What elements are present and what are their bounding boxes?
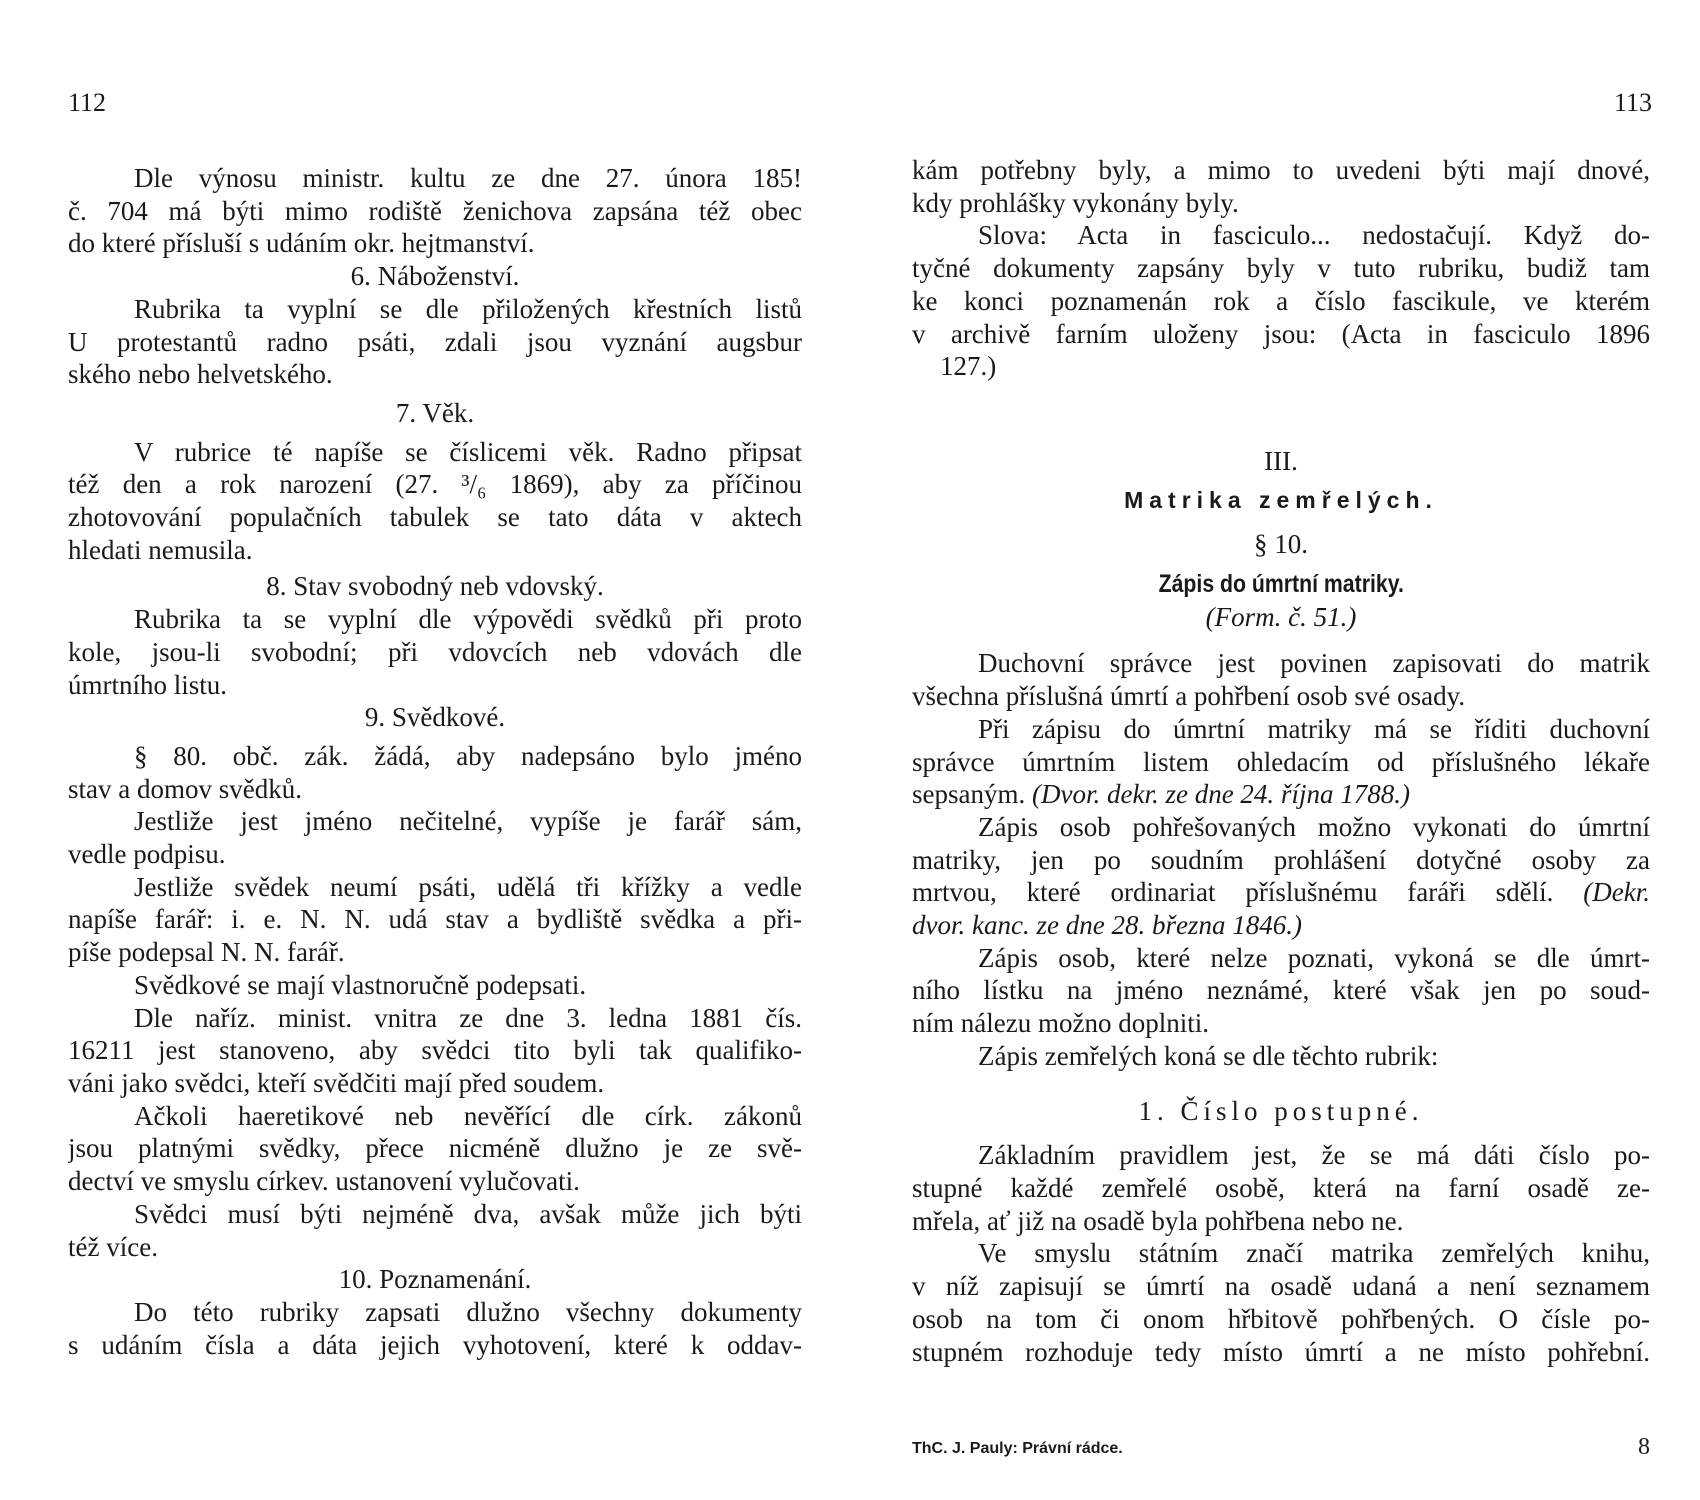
text-line: Do této rubriky zapsati dlužno všechny dokumenty [134,1296,802,1327]
text-line: Zápis zemřelých koná se dle těchto rubrik: [978,1040,1439,1071]
right-page-text [912,154,1650,1368]
text-line: tyčné dokumenty zapsány byly v tuto rubriku, budiž tam [912,253,1650,284]
text-line: s udáním čísla a dáta jejich vyhotovení, které k oddav- [68,1329,802,1360]
right-page-number: 113 [1613,88,1652,117]
text-line: kdy prohlášky vykonány byly. [912,187,1239,218]
text-line: správce úmrtním listem ohledacím od příslušného lékaře [912,746,1650,777]
text-line: Slova: Acta in fasciculo... nedostačují. Když do- [978,220,1650,251]
text-line: Jestliže jest jméno nečitelné, vypíše je farář sám, [134,806,802,837]
section-heading: 8. Stav svobodný neb vdovský. [266,571,604,602]
text-line: též více. [68,1231,158,1262]
text-line: jsou platnými svědky, přece nicméně dlužno je ze svě- [68,1133,802,1164]
section-heading: 7. Věk. [395,397,475,428]
text-line: U protestantů radno psáti, zdali jsou vyznání augsbur [68,326,802,357]
text-line: č. 704 má býti mimo rodiště ženichova zapsána též obec [68,195,802,226]
text-line: Rubrika ta vyplní se dle přiložených křestních listů [134,293,802,324]
section-heading: 1. Číslo postupné. [1138,1095,1424,1126]
text-line: mřela, ať již na osadě byla pohřbena nebo ne. [912,1205,1404,1236]
text-line: Rubrika ta se vyplní dle výpovědi svědků při proto [134,604,802,635]
text-line: též den a rok narození (27. ³/₆ 1869), aby za příčinou [68,469,802,500]
text-line: dvor. kanc. ze dne 28. března 1846.) [912,910,1302,941]
text-line: ke konci poznamenán rok a číslo fascikule, ve kterém [912,285,1650,316]
text-line: v archivě farním uloženy jsou: (Acta in fasciculo 1896 [912,318,1650,349]
text-line: Dle naříz. minist. vnitra ze dne 3. ledna 1881 čís. [134,1002,802,1033]
section-title: Zápis do úmrtní matriky. [1158,570,1404,599]
text-line: zhotovování populačních tabulek se tato dáta v aktech [68,502,802,533]
text-line: do které přísluší s udáním okr. hejtmanství. [68,228,535,259]
text-line: stav a domov svědků. [68,773,302,804]
form-reference: (Form. č. 51.) [1205,601,1357,632]
text-line: dectví ve smyslu církev. ustanovení vylučovati. [68,1166,580,1197]
text-line: ním nálezu možno doplniti. [912,1008,1209,1039]
text-line: Svědci musí býti nejméně dva, avšak může jich býti [134,1198,802,1229]
text-line: Ačkoli haeretikové neb nevěřící dle círk. zákonů [134,1100,802,1131]
text-line: ního lístku na jméno neznámé, které však jen po soud- [912,975,1650,1006]
right-page [850,0,1700,1500]
text-line: Zápis osob pohřešovaných možno vykonati do úmrtní [978,811,1650,842]
text-line: napíše farář: i. e. N. N. udá stav a bydliště svědka a při- [68,904,802,935]
text-line: matriky, jen po soudním prohlášení dotyčné osoby za [912,844,1650,875]
footer-signature: ThC. J. Pauly: Právní rádce. [912,1440,1123,1457]
text-line: Duchovní správce jest povinen zapisovati do matrik [978,648,1650,679]
text-line: 127.) [940,351,997,382]
text-line: mrtvou, které ordinariat příslušnému faráři sdělí. (Dekr. [912,877,1650,908]
section-number: § 10. [1254,529,1308,560]
text-line: kole, jsou-li svobodní; při vdovcích neb vdovách dle [68,636,802,667]
text-line: kám potřebny byly, a mimo to uvedeni býti mají dnové, [912,155,1650,185]
text-line: 16211 jest stanoveno, aby svědci tito byli tak qualifiko- [68,1035,802,1066]
text-line: Ve smyslu státním značí matrika zemřelých knihu, [978,1238,1650,1269]
text-line: Dle výnosu ministr. kultu ze dne 27. února 185! [134,163,802,193]
text-line: Zápis osob, které nelze poznati, vykoná se dle úmrt- [978,942,1650,973]
text-line: ského nebo helvetského. [68,359,333,390]
text-line: Svědkové se mají vlastnoručně podepsati. [134,969,587,1000]
section-heading: 9. Svědkové. [364,702,506,733]
text-line: Při zápisu do úmrtní matriky má se říditi duchovní [978,713,1650,744]
text-line: osob na tom či onom hřbitově pohřbených. O čísle po- [912,1303,1650,1334]
text-line: stupném rozhoduje tedy místo úmrtí a ne místo pohřební. [912,1336,1650,1367]
text-line: váni jako svědci, kteří svědčiti mají před soudem. [68,1067,605,1098]
text-line: V rubrice té napíše se číslicemi věk. Radno připsat [134,436,802,467]
text-line: sepsaným. (Dvor. dekr. ze dne 24. října 1788.) [912,779,1410,810]
text-line: vedle podpisu. [68,839,226,870]
left-page-number: 112 [68,88,107,117]
text-line: Jestliže svědek neumí psáti, udělá tři křížky a vedle [134,871,802,902]
left-page-text [68,162,802,1361]
section-heading: 6. Náboženství. [350,261,520,292]
signature-mark: 8 [1638,1434,1650,1460]
text-line: stupné každé zemřelé osobě, která na farní osadě ze- [912,1172,1650,1203]
text-line: píše podepsal N. N. farář. [68,937,345,968]
part-number: III. [1264,445,1298,476]
text-line: úmrtního listu. [68,669,228,700]
text-line: Základním pravidlem jest, že se má dáti číslo po- [978,1140,1650,1171]
section-heading: 10. Poznamenání. [338,1264,532,1295]
text-line: všechna příslušná úmrtí a pohřbení osob své osady. [912,681,1466,712]
text-line: v níž zapisují se úmrtí na osadě udaná a není seznamem [912,1271,1650,1302]
text-line: hledati nemusila. [68,534,253,565]
text-line: § 80. obč. zák. žádá, aby nadepsáno bylo jméno [134,740,802,771]
part-title: Matrika zemřelých. [1124,486,1438,513]
